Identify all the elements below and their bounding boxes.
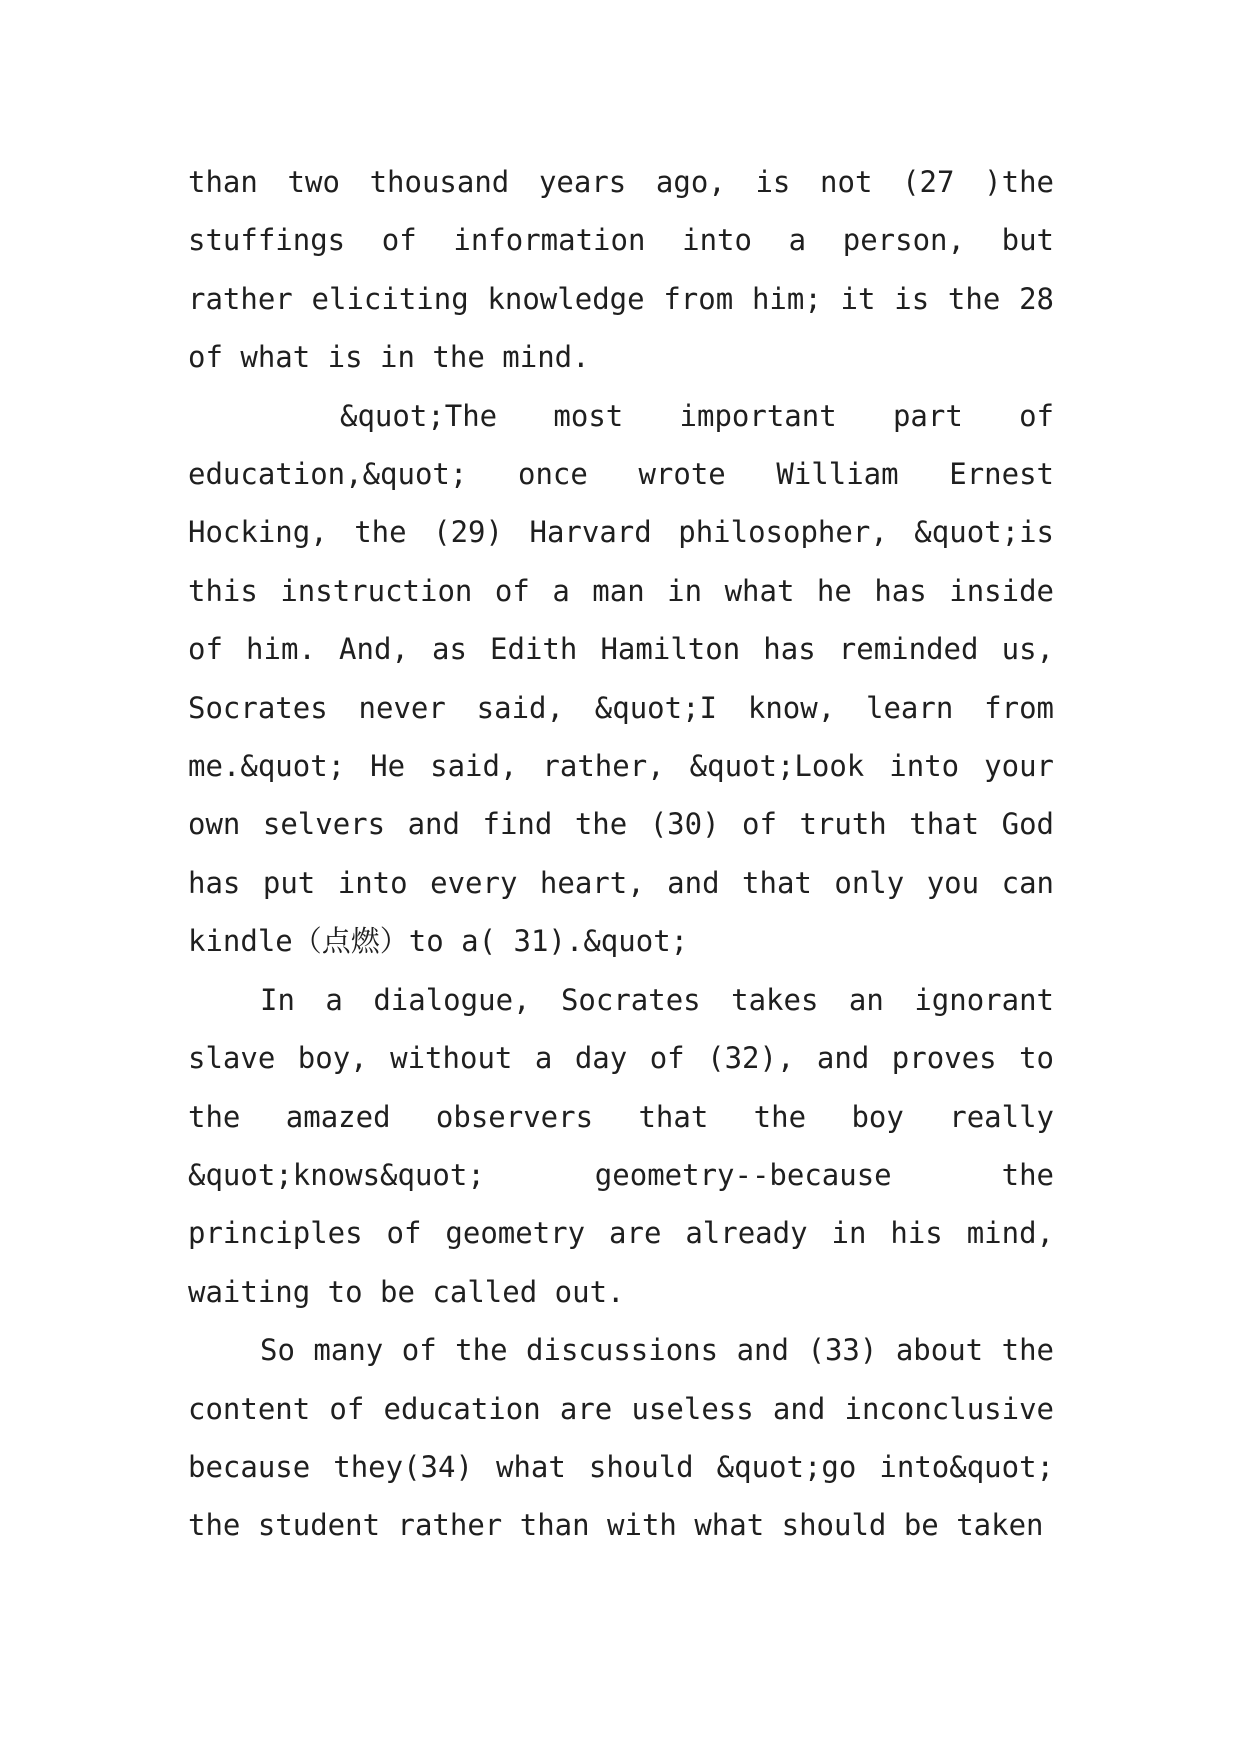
paragraph-2: &quot;The most important part of education,&quot; once wrote William Ernest Hocking, the (29) Harvard philosopher, &quot;is this instruction of a man in what he has inside of him. And, as Edith Hamilton has reminded us, Socrates never said, &quot;I know, learn from me.&quot; He said, rather, &quot;Look into your own selvers and find the (30) of truth that God has put into every heart, and that only you can kindle（点燃）to a( 31).&quot; xyxy=(188,398,1054,959)
paragraph-3: In a dialogue, Socrates takes an ignorant slave boy, without a day of (32), and proves to the amazed observers that the boy really &quot;knows&quot; geometry--because the principles of geometry are already in his mind, waiting to be called out. xyxy=(188,982,1054,1309)
paragraph-1: than two thousand years ago, is not (27 )the stuffings of information into a person, but rather eliciting knowledge from him; it is the 28 of what is in the mind. xyxy=(188,165,1054,375)
document-page xyxy=(188,153,1054,1555)
paragraph-4: So many of the discussions and (33) about the content of education are useless and inconclusive because they(34) what should &quot;go into&quot; the student rather than with what should be taken xyxy=(188,1333,1054,1543)
